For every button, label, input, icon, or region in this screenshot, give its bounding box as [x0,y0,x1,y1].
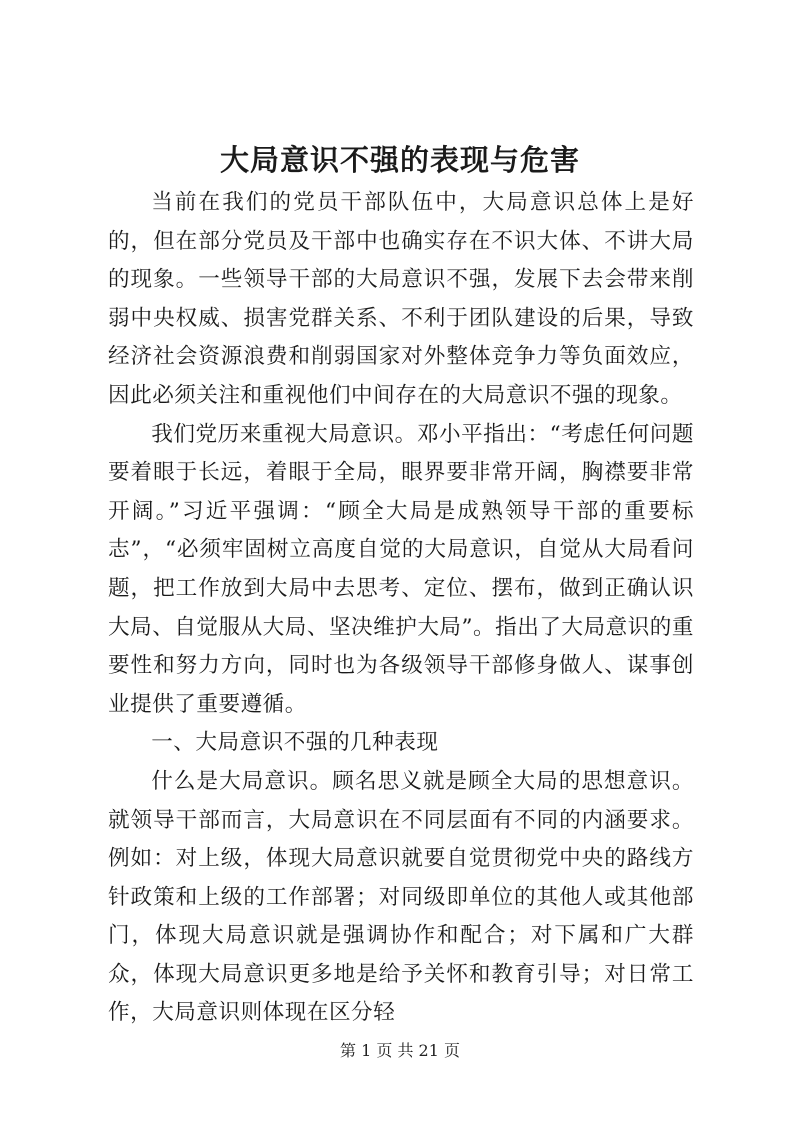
page-footer: 第 1 页 共 21 页 [340,1041,460,1060]
document-title: 大局意识不强的表现与危害 [219,143,580,177]
document-body [108,184,694,1033]
paragraph-intro: 当前在我们的党员干部队伍中，大局意识总体上是好的，但在部分党员及干部中也确实存在不识大体、不讲大局的现象。一些领导干部的大局意识不强，发展下去会带来削弱中央权威、损害党群关系、不利于团队建设的后果，导致经济社会资源浪费和削弱国家对外整体竞争力等负面效应，因此必须关注和重视他们中间存在的大局意识不强的现象。 [108,190,694,408]
paragraph-quotes: 我们党历来重视大局意识。邓小平指出：“考虑任何问题要着眼于长远，着眼于全局，眼界要非常开阔，胸襟要非常开阔。”习近平强调：“顾全大局是成熟领导干部的重要标志”，“必须牢固树立高度自觉的大局意识，自觉从大局看问题，把工作放到大局中去思考、定位、摆布，做到正确认识大局、自觉服从大局、坚决维护大局”。指出了大局意识的重要性和努力方向，同时也为各级领导干部修身做人、谋事创业提供了重要遵循。 [108,421,694,717]
paragraph-definition: 什么是大局意识。顾名思义就是顾全大局的思想意识。就领导干部而言，大局意识在不同层面有不同的内涵要求。例如：对上级，体现大局意识就要自觉贯彻党中央的路线方针政策和上级的工作部署；对同级即单位的其他人或其他部门，体现大局意识就是强调协作和配合；对下属和广大群众，体现大局意识更多地是给予关怀和教育引导；对日常工作，大局意识则体现在区分轻 [108,768,694,1026]
section-heading: 一、大局意识不强的几种表现 [151,730,439,756]
